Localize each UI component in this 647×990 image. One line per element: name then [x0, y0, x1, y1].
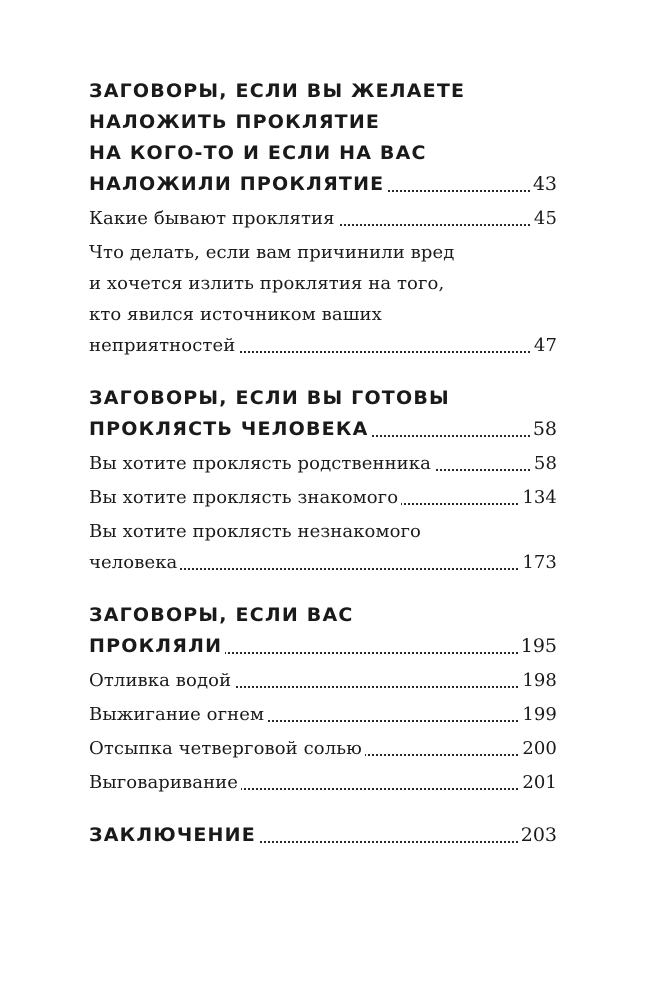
toc-entry[interactable]: [89, 482, 557, 513]
section-title-text: ПРОКЛЯСТЬ ЧЕЛОВЕКА: [89, 414, 371, 445]
toc-entry[interactable]: [89, 699, 557, 730]
toc-section: [89, 600, 557, 798]
entry-text: Выговаривание: [89, 767, 241, 798]
section-title-text: НАЛОЖИЛИ ПРОКЛЯТИЕ: [89, 169, 387, 200]
page-number: 58: [531, 414, 557, 445]
section-title-entry[interactable]: [89, 169, 557, 200]
section-title-entry[interactable]: [89, 820, 557, 851]
page-number: 45: [532, 203, 557, 234]
table-of-contents: [89, 76, 557, 851]
entry-text: Отливка водой: [89, 665, 234, 696]
entry-text-line: и хочется излить проклятия на того,: [89, 268, 557, 299]
entry-text: Какие бывают проклятия: [89, 203, 338, 234]
section-title-text: ПРОКЛЯЛИ: [89, 631, 225, 662]
entry-text: Выжигание огнем: [89, 699, 267, 730]
section-title-line: ЗАГОВОРЫ, ЕСЛИ ВЫ ГОТОВЫ: [89, 383, 557, 414]
entry-text: неприятностей: [89, 330, 238, 361]
toc-entry[interactable]: [89, 448, 557, 479]
page-number: 173: [520, 547, 557, 578]
entry-text-line: Что делать, если вам причинили вред: [89, 237, 557, 268]
entry-text: Вы хотите проклясть родственника: [89, 448, 434, 479]
toc-entry[interactable]: [89, 767, 557, 798]
section-title-entry[interactable]: [89, 414, 557, 445]
page-number: 43: [531, 169, 557, 200]
page-number: 47: [532, 330, 557, 361]
entry-text-line: кто явился источником ваших: [89, 299, 557, 330]
entry-text: Отсыпка четверговой солью: [89, 733, 365, 764]
section-title-entry[interactable]: [89, 631, 557, 662]
page-number: 198: [520, 665, 557, 696]
toc-entry[interactable]: [89, 203, 557, 234]
toc-entry[interactable]: [89, 330, 557, 361]
page-number: 203: [519, 820, 557, 851]
section-title-line: ЗАГОВОРЫ, ЕСЛИ ВЫ ЖЕЛАЕТЕ: [89, 76, 557, 107]
section-title-line: НАЛОЖИТЬ ПРОКЛЯТИЕ: [89, 107, 557, 138]
section-title-line: ЗАГОВОРЫ, ЕСЛИ ВАС: [89, 600, 557, 631]
page-number: 199: [520, 699, 557, 730]
section-title-text: ЗАКЛЮЧЕНИЕ: [89, 820, 259, 851]
page-number: 201: [520, 767, 557, 798]
entry-text-line: Вы хотите проклясть незнакомого: [89, 516, 557, 547]
page-number: 195: [519, 631, 557, 662]
toc-section: [89, 383, 557, 578]
page-number: 134: [520, 482, 557, 513]
entry-text: Вы хотите проклясть знакомого: [89, 482, 401, 513]
toc-entry[interactable]: [89, 547, 557, 578]
toc-section: [89, 76, 557, 361]
toc-entry[interactable]: [89, 665, 557, 696]
entry-text: человека: [89, 547, 180, 578]
section-title-line: НА КОГО-ТО И ЕСЛИ НА ВАС: [89, 138, 557, 169]
toc-section: [89, 820, 557, 851]
toc-entry[interactable]: [89, 733, 557, 764]
page-number: 200: [520, 733, 557, 764]
page-number: 58: [532, 448, 557, 479]
